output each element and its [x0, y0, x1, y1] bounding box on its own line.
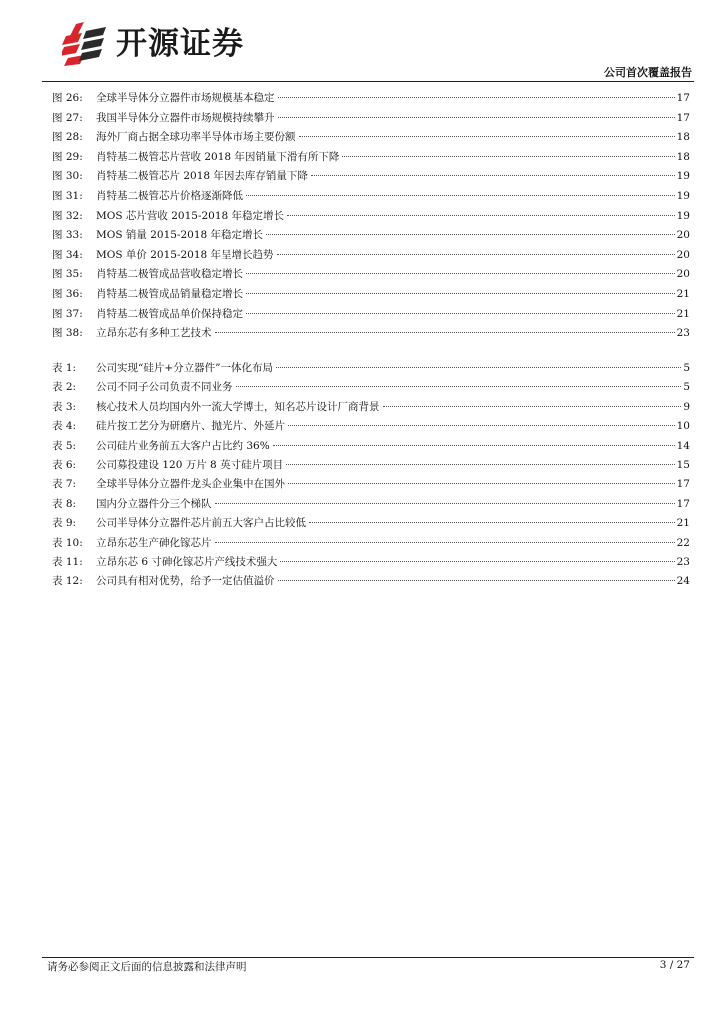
- entry-title: 肖特基二极管成品营收稳定增长: [96, 268, 243, 281]
- dot-leader: [311, 175, 675, 176]
- page-header: [0, 0, 724, 84]
- entry-page-number: 9: [683, 400, 690, 413]
- entry-label: 表 7:: [52, 478, 77, 491]
- entry-page-number: 19: [676, 170, 690, 183]
- figure-entry[interactable]: [52, 89, 690, 109]
- dot-leader: [286, 464, 675, 465]
- entry-page-number: 19: [676, 189, 690, 202]
- entry-page-number: 18: [676, 150, 690, 163]
- entry-page-number: 5: [683, 362, 690, 374]
- brand-name: 开源证券: [116, 26, 244, 62]
- entry-label: 图 34:: [52, 248, 83, 261]
- entry-page-number: 23: [676, 327, 690, 340]
- entry-label: 表 9:: [52, 517, 77, 530]
- entry-title: 公司具有相对优势，给予一定估值溢价: [96, 575, 275, 588]
- table-entry[interactable]: [52, 495, 690, 514]
- entry-label: 图 29:: [52, 150, 83, 163]
- entry-title: 立昂东芯 6 寸砷化镓芯片产线技术强大: [96, 555, 278, 568]
- dot-leader: [246, 293, 675, 294]
- dot-leader: [215, 542, 675, 543]
- entry-page-number: 18: [676, 131, 690, 144]
- figure-entry[interactable]: [52, 167, 690, 187]
- dot-leader: [278, 117, 675, 118]
- entry-page-number: 21: [676, 307, 690, 320]
- dot-leader: [288, 425, 675, 426]
- dot-leader: [266, 234, 675, 235]
- entry-title: 核心技术人员均国内外一流大学博士，知名芯片设计厂商背景: [96, 400, 380, 413]
- table-list: [52, 359, 690, 592]
- report-type-label: 公司首次覆盖报告: [604, 66, 692, 79]
- entry-page-number: 17: [676, 497, 690, 510]
- figure-entry[interactable]: [52, 207, 690, 227]
- company-logo: [62, 22, 244, 66]
- entry-page-number: 10: [676, 420, 690, 433]
- entry-page-number: 15: [676, 458, 690, 471]
- figure-list: [52, 89, 690, 344]
- figure-entry[interactable]: [52, 148, 690, 168]
- dot-leader: [277, 254, 675, 255]
- entry-title: 公司半导体分立器件芯片前五大客户占比较低: [96, 517, 306, 530]
- entry-page-number: 21: [676, 287, 690, 300]
- entry-label: 图 36:: [52, 287, 83, 300]
- table-entry[interactable]: [52, 456, 690, 475]
- table-entry[interactable]: [52, 475, 690, 494]
- entry-label: 图 35:: [52, 268, 83, 281]
- dot-leader: [309, 522, 675, 523]
- entry-label: 表 1:: [52, 362, 77, 374]
- entry-page-number: 17: [676, 92, 690, 104]
- entry-title: 全球半导体分立器件龙头企业集中在国外: [96, 478, 285, 491]
- entry-label: 图 26:: [52, 92, 83, 104]
- figure-entry[interactable]: [52, 305, 690, 325]
- entry-page-number: 20: [676, 229, 690, 242]
- entry-label: 图 27:: [52, 111, 83, 124]
- entry-page-number: 24: [676, 575, 690, 588]
- entry-title: 公司募投建设 120 万片 8 英寸硅片项目: [96, 458, 284, 471]
- entry-title: 公司硅片业务前五大客户占比约 36%: [96, 439, 270, 452]
- dot-leader: [383, 406, 682, 407]
- dot-leader: [342, 156, 674, 157]
- figure-entry[interactable]: [52, 285, 690, 305]
- table-entry[interactable]: [52, 437, 690, 456]
- entry-title: MOS 销量 2015-2018 年稳定增长: [96, 229, 264, 242]
- entry-label: 表 3:: [52, 400, 77, 413]
- table-entry[interactable]: [52, 572, 690, 591]
- dot-leader: [215, 332, 675, 333]
- dot-leader: [246, 313, 675, 314]
- entry-title: 公司不同子公司负责不同业务: [96, 381, 233, 394]
- page-number: 3 / 27: [659, 959, 690, 971]
- entry-label: 表 10:: [52, 536, 83, 549]
- dot-leader: [288, 483, 675, 484]
- entry-title: 立昂东芯有多种工艺技术: [96, 327, 212, 340]
- footer-disclaimer: 请务必参阅正文后面的信息披露和法律声明: [47, 961, 247, 973]
- entry-title: 公司实现“硅片+分立器件”一体化布局: [96, 362, 274, 374]
- dot-leader: [278, 580, 675, 581]
- figure-entry[interactable]: [52, 324, 690, 344]
- entry-page-number: 17: [676, 111, 690, 124]
- dot-leader: [287, 215, 675, 216]
- entry-title: MOS 单价 2015-2018 年呈增长趋势: [96, 248, 274, 261]
- entry-label: 图 31:: [52, 189, 83, 202]
- entry-title: 海外厂商占据全球功率半导体市场主要份额: [96, 131, 296, 144]
- entry-label: 图 37:: [52, 307, 83, 320]
- entry-title: MOS 芯片营收 2015-2018 年稳定增长: [96, 209, 285, 222]
- entry-title: 肖特基二极管芯片价格逐渐降低: [96, 189, 243, 202]
- dot-leader: [278, 97, 675, 98]
- entry-title: 全球半导体分立器件市场规模基本稳定: [96, 92, 275, 104]
- entry-label: 图 38:: [52, 327, 83, 340]
- table-entry[interactable]: [52, 553, 690, 572]
- entry-page-number: 20: [676, 248, 690, 261]
- entry-label: 表 8:: [52, 497, 77, 510]
- figure-entry[interactable]: [52, 226, 690, 246]
- table-entry[interactable]: [52, 359, 690, 378]
- entry-title: 肖特基二极管芯片 2018 年因去库存销量下降: [96, 170, 308, 183]
- entry-title: 肖特基二极管成品单价保持稳定: [96, 307, 243, 320]
- entry-page-number: 19: [676, 209, 690, 222]
- entry-title: 国内分立器件分三个梯队: [96, 497, 212, 510]
- entry-title: 肖特基二极管成品销量稳定增长: [96, 287, 243, 300]
- entry-label: 图 33:: [52, 229, 83, 242]
- header-divider: [42, 81, 694, 82]
- table-entry[interactable]: [52, 514, 690, 533]
- entry-label: 表 4:: [52, 420, 77, 433]
- dot-leader: [280, 561, 674, 562]
- entry-title: 立昂东芯生产砷化镓芯片: [96, 536, 212, 549]
- dot-leader: [215, 503, 675, 504]
- entry-label: 表 2:: [52, 381, 77, 394]
- entry-label: 表 5:: [52, 439, 77, 452]
- table-entry[interactable]: [52, 378, 690, 397]
- entry-page-number: 23: [676, 555, 690, 568]
- figure-entry[interactable]: [52, 246, 690, 266]
- dot-leader: [299, 136, 675, 137]
- dot-leader: [246, 273, 675, 274]
- dot-leader: [273, 445, 675, 446]
- dot-leader: [246, 195, 675, 196]
- entry-title: 硅片按工艺分为研磨片、抛光片、外延片: [96, 420, 285, 433]
- table-entry[interactable]: [52, 417, 690, 436]
- entry-page-number: 5: [683, 381, 690, 394]
- table-entry[interactable]: [52, 534, 690, 553]
- figure-entry[interactable]: [52, 187, 690, 207]
- entry-page-number: 21: [676, 517, 690, 530]
- figure-entry[interactable]: [52, 109, 690, 129]
- entry-label: 表 11:: [52, 555, 83, 568]
- entry-page-number: 17: [676, 478, 690, 491]
- entry-label: 图 32:: [52, 209, 83, 222]
- entry-page-number: 20: [676, 268, 690, 281]
- entry-title: 肖特基二极管芯片营收 2018 年因销量下滑有所下降: [96, 150, 340, 163]
- figure-entry[interactable]: [52, 128, 690, 148]
- entry-page-number: 22: [676, 536, 690, 549]
- footer-divider: [42, 957, 694, 958]
- logo-mark-icon: [62, 22, 108, 66]
- entry-label: 表 12:: [52, 575, 83, 588]
- entry-page-number: 14: [676, 439, 690, 452]
- figure-entry[interactable]: [52, 265, 690, 285]
- dot-leader: [236, 386, 682, 387]
- dot-leader: [276, 367, 681, 368]
- entry-title: 我国半导体分立器件市场规模持续攀升: [96, 111, 275, 124]
- table-entry[interactable]: [52, 398, 690, 417]
- entry-label: 图 28:: [52, 131, 83, 144]
- entry-label: 图 30:: [52, 170, 83, 183]
- entry-label: 表 6:: [52, 458, 77, 471]
